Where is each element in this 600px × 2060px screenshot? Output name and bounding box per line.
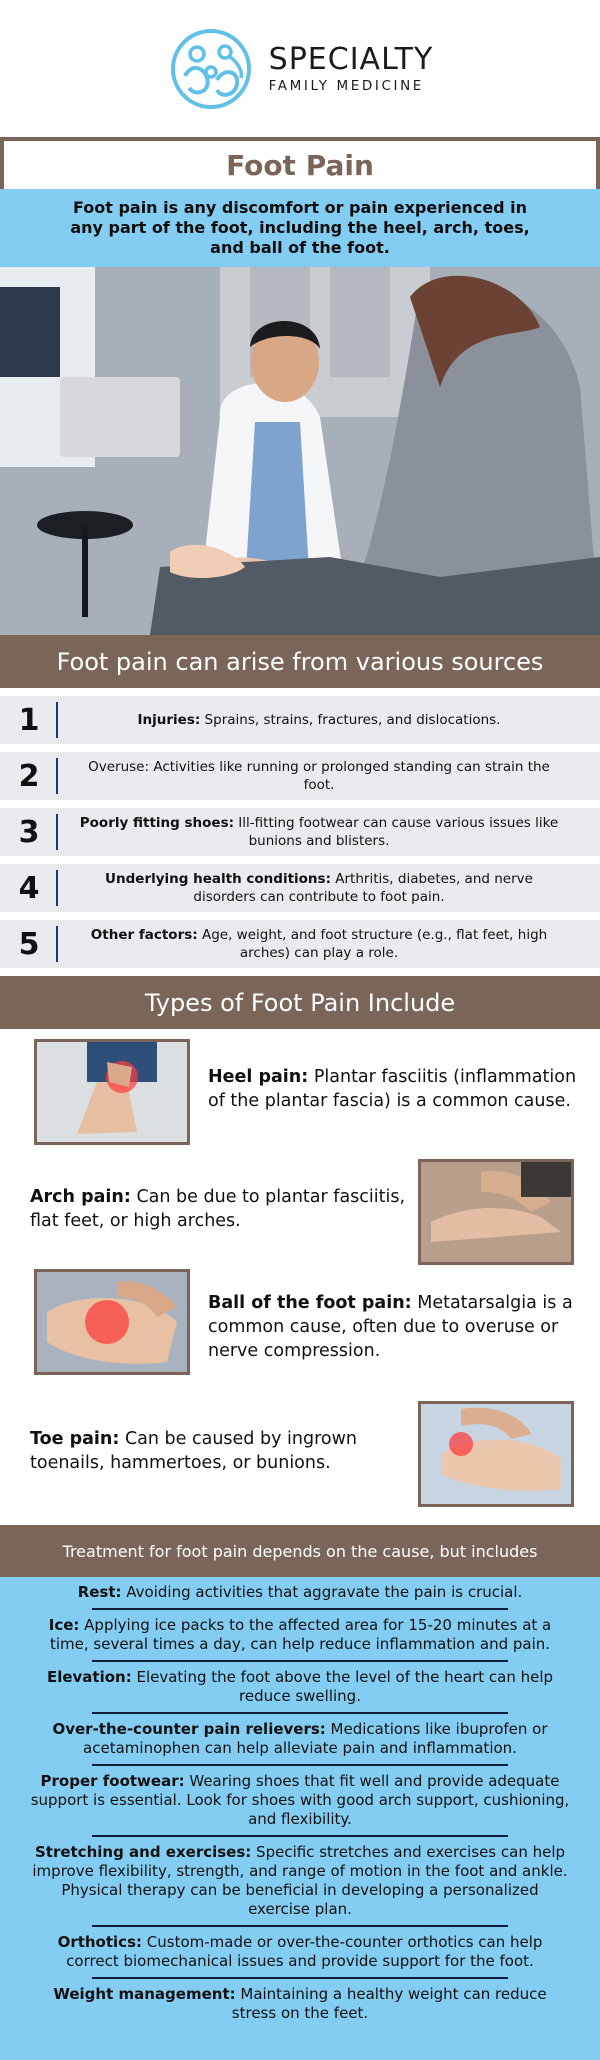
divider	[92, 1608, 508, 1610]
list-item: Proper footwear: Wearing shoes that fit well and provide adequate support is essential. Look for shoes with good arch support, cushioning, and flexibility.	[30, 1772, 570, 1828]
type-item-arch: Arch pain: Can be due to plantar fasciitis, flat feet, or high arches.	[30, 1187, 406, 1231]
brand	[268, 41, 434, 94]
item-text: Other factors: Age, weight, and foot structure (e.g., flat feet, high arches) can play a role.	[90, 927, 548, 961]
toe-pain-image	[418, 1401, 574, 1507]
header	[0, 0, 600, 137]
arch-pain-image	[418, 1159, 574, 1265]
item-number: 3	[0, 808, 58, 856]
treatment-heading: Treatment for foot pain depends on the cause, but includes	[0, 1525, 600, 1577]
list-item: Rest: Avoiding activities that aggravate the pain is crucial.	[77, 1583, 523, 1601]
list-item: Orthotics: Custom-made or over-the-counter orthotics can help correct biomechanical issues and provide support for the foot.	[57, 1933, 543, 1970]
list-item: Elevation: Elevating the foot above the level of the heart can help reduce swelling.	[46, 1668, 554, 1705]
item-text: Underlying health conditions: Arthritis, diabetes, and nerve disorders can contribute to foot pain.	[105, 871, 533, 905]
list-item: Ice: Applying ice packs to the affected area for 15-20 minutes at a time, several times a day, can help reduce inflammation and pain.	[48, 1616, 552, 1653]
item-number: 1	[0, 696, 58, 744]
brand-name: SPECIALTY	[268, 41, 434, 77]
sources-heading: Foot pain can arise from various sources	[0, 635, 600, 688]
item-number: 4	[0, 864, 58, 912]
divider	[92, 1712, 508, 1714]
divider	[92, 1660, 508, 1662]
list-item: Weight management: Maintaining a healthy weight can reduce stress on the feet.	[53, 1985, 547, 2022]
list-item	[0, 920, 600, 968]
item-number: 5	[0, 920, 58, 968]
list-item	[0, 752, 600, 800]
list-item	[0, 808, 600, 856]
logo-icon	[167, 26, 255, 112]
types-heading: Types of Foot Pain Include	[0, 976, 600, 1029]
treatment-list	[0, 1577, 600, 2060]
heel-pain-image	[34, 1039, 190, 1145]
ball-of-foot-image	[34, 1269, 190, 1375]
type-item-ball: Ball of the foot pain: Metatarsalgia is a common cause, often due to overuse or nerve compression.	[208, 1293, 573, 1361]
doctor-patient-photo	[0, 267, 600, 635]
list-item: Over-the-counter pain relievers: Medications like ibuprofen or acetaminophen can help alleviate pain and inflammation.	[52, 1720, 548, 1757]
divider	[92, 1764, 508, 1766]
hero-image	[0, 267, 600, 635]
divider	[92, 1925, 508, 1927]
sources-list	[0, 688, 600, 968]
divider	[92, 1977, 508, 1979]
item-text: Injuries: Sprains, strains, fractures, and dislocations.	[137, 712, 501, 728]
item-number: 2	[0, 752, 58, 800]
page-title-box	[0, 137, 600, 189]
divider	[92, 1835, 508, 1837]
page-title: Foot Pain	[226, 148, 374, 182]
types-section	[0, 1029, 600, 1525]
item-text: Poorly fitting shoes: Ill-fitting footwear can cause various issues like bunions and blisters.	[79, 815, 559, 849]
type-item-toe: Toe pain: Can be caused by ingrown toenails, hammertoes, or bunions.	[30, 1429, 357, 1473]
list-item	[0, 696, 600, 744]
intro-text: Foot pain is any discomfort or pain experienced in any part of the foot, including the heel, arch, toes, and ball of the foot.	[0, 189, 600, 267]
brand-tagline: FAMILY MEDICINE	[268, 77, 424, 94]
list-item: Stretching and exercises: Specific stretches and exercises can help improve flexibility, strength, and range of motion in the foot and ankle. Physical therapy can be beneficial in developing a personalized exercise plan.	[32, 1843, 568, 1918]
list-item	[0, 864, 600, 912]
item-text: Overuse: Activities like running or prolonged standing can strain the foot.	[88, 759, 550, 793]
type-item-heel: Heel pain: Plantar fasciitis (inflammation of the plantar fascia) is a common cause.	[208, 1067, 577, 1111]
